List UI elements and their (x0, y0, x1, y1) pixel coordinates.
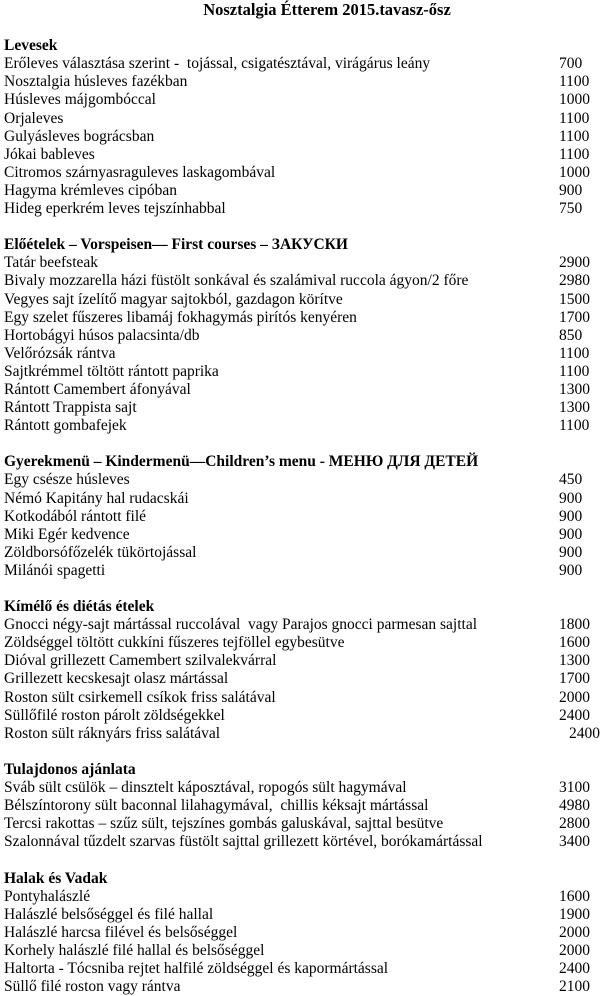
item-price: 900 (559, 489, 583, 507)
menu-item-row (4, 906, 600, 924)
section-header: Levesek (4, 37, 58, 55)
item-name: Süllőfilé roston párolt zöldségekkel (4, 706, 225, 724)
item-name: Némó Kapitány hal rudacskái (4, 489, 189, 507)
menu-item-row (4, 616, 600, 634)
menu-item-row (4, 924, 600, 942)
item-price: 1100 (559, 127, 590, 145)
section-header: Kímélő és diétás ételek (4, 598, 155, 616)
menu-item-row (4, 182, 600, 200)
item-name: Bélszíntorony sült baconnal lilahagymával, chillis kéksajt mártással (4, 797, 429, 815)
menu-item-row (4, 200, 600, 218)
item-name: Velőrózsák rántva (4, 344, 116, 362)
section-items (4, 55, 600, 218)
item-price: 2400 (569, 724, 600, 742)
menu-title: Nosztalgia Étterem 2015.tavasz-ősz (203, 0, 451, 19)
item-price: 1300 (559, 380, 590, 398)
item-price: 1600 (559, 887, 590, 905)
item-name: Szalonnával tűzdelt szarvas füstölt sajttal grillezett körtével, borókamártással (4, 833, 483, 851)
menu-section (4, 236, 600, 435)
menu-item-row (4, 978, 600, 996)
menu-item-row (4, 363, 600, 381)
menu-section (4, 761, 600, 851)
item-name: Rántott Trappista sajt (4, 399, 137, 417)
menu-item-row (4, 508, 600, 526)
menu-item-row (4, 309, 600, 327)
section-header: Halak és Vadak (4, 869, 108, 887)
menu-item-row (4, 272, 600, 290)
item-name: Húsleves májgombóccal (4, 91, 156, 109)
menu-item-row (4, 291, 600, 309)
item-price: 2000 (559, 923, 590, 941)
item-price: 1100 (559, 417, 590, 435)
menu-item-row (4, 327, 600, 345)
item-price: 1100 (559, 109, 590, 127)
item-price: 900 (559, 507, 583, 525)
menu-item-row (4, 110, 600, 128)
section-items (4, 888, 600, 996)
item-name: Halászlé belsőséggel és filé hallal (4, 905, 214, 923)
section-header: Gyerekmenü – Kindermenü—Children’s menu - МЕНЮ ДЛЯ ДЕТЕЙ (4, 453, 479, 471)
item-name: Gnocci négy-sajt mártással ruccolával vagy Parajos gnocci parmesan sajttal (4, 616, 478, 634)
menu-item-row (4, 725, 600, 743)
menu-item-row (4, 146, 600, 164)
item-price: 1000 (559, 91, 590, 109)
item-name: Haltorta - Tócsniba rejtet halfilé zöldséggel és kapormártással (4, 959, 389, 977)
item-name: Roston sült ráknyárs friss salátával (4, 724, 221, 742)
item-name: Hideg eperkrém leves tejszínhabbal (4, 200, 226, 218)
menu-item-row (4, 670, 600, 688)
item-name: Hortobágyi húsos palacsinta/db (4, 326, 200, 344)
section-items (4, 616, 600, 743)
item-name: Nosztalgia húsleves fazékban (4, 73, 188, 91)
item-price: 900 (559, 561, 583, 579)
item-price: 850 (559, 326, 583, 344)
menu-item-row (4, 797, 600, 815)
item-name: Dióval grillezett Camembert szilvalekvárral (4, 652, 277, 670)
item-price: 1700 (559, 308, 590, 326)
item-price: 1500 (559, 290, 590, 308)
item-price: 900 (559, 181, 583, 199)
menu-item-row (4, 689, 600, 707)
item-name: Milánói spagetti (4, 561, 106, 579)
item-price: 1100 (559, 344, 590, 362)
item-price: 1900 (559, 905, 590, 923)
item-price: 1300 (559, 399, 590, 417)
item-price: 2000 (559, 941, 590, 959)
item-name: Miki Egér kedvence (4, 525, 130, 543)
item-price: 900 (559, 543, 583, 561)
menu-item-row (4, 254, 600, 272)
item-price: 2800 (559, 815, 590, 833)
item-price: 1700 (559, 670, 590, 688)
item-name: Zöldborsófőzelék tükörtojással (4, 543, 197, 561)
menu-item-row (4, 164, 600, 182)
item-price: 3100 (559, 779, 590, 797)
menu-item-row (4, 345, 600, 363)
item-price: 2980 (559, 272, 590, 290)
item-name: Egy szelet fűszeres libamáj fokhagymás pirítós kenyéren (4, 308, 357, 326)
item-price: 3400 (559, 833, 590, 851)
menu-item-row (4, 652, 600, 670)
item-name: Sváb sült csülök – dinsztelt káposztával, ropogós sült hagymával (4, 779, 407, 797)
item-price: 1100 (559, 362, 590, 380)
menu-item-row (4, 960, 600, 978)
item-name: Kotkodából rántott filé (4, 507, 147, 525)
item-name: Roston sült csirkemell csíkok friss salátával (4, 688, 276, 706)
menu-item-row (4, 91, 600, 109)
item-name: Jókai bableves (4, 145, 95, 163)
item-price: 750 (559, 200, 583, 218)
item-price: 2100 (559, 978, 590, 996)
item-name: Hagyma krémleves cipóban (4, 181, 178, 199)
menu-section (4, 453, 600, 580)
menu-item-row (4, 490, 600, 508)
menu-item-row (4, 526, 600, 544)
item-name: Tercsi rakottas – szűz sült, tejszínes gombás galuskával, sajttal besütve (4, 815, 444, 833)
item-name: Orjaleves (4, 109, 64, 127)
item-price: 2400 (559, 959, 590, 977)
item-price: 1600 (559, 634, 590, 652)
menu-item-row (4, 562, 600, 580)
item-name: Egy csésze húsleves (4, 471, 130, 489)
menu-item-row (4, 888, 600, 906)
item-name: Erőleves választása szerint - tojással, csigatésztával, virágárus leány (4, 55, 431, 73)
menu-item-row (4, 815, 600, 833)
item-price: 1100 (559, 73, 590, 91)
item-price: 1100 (559, 145, 590, 163)
menu-item-row (4, 779, 600, 797)
menu-item-row (4, 381, 600, 399)
menu-item-row (4, 544, 600, 562)
menu-item-row (4, 471, 600, 489)
item-name: Citromos szárnyasraguleves laskagombával (4, 163, 276, 181)
section-header: Tulajdonos ajánlata (4, 760, 136, 778)
menu-item-row (4, 833, 600, 851)
menu-item-row (4, 73, 600, 91)
item-name: Zöldséggel töltött cukkíni fűszeres tejföllel egybesütve (4, 634, 345, 652)
item-price: 2900 (559, 254, 590, 272)
menu-item-row (4, 707, 600, 725)
section-header: Előételek – Vorspeisen— First courses – ЗАКУСКИ (4, 236, 348, 254)
menu-item-row (4, 634, 600, 652)
menu-section (4, 37, 600, 218)
item-name: Bivaly mozzarella házi füstölt sonkával és szalámival ruccola ágyon/2 főre (4, 272, 469, 290)
item-price: 1300 (559, 652, 590, 670)
item-name: Sajtkrémmel töltött rántott paprika (4, 362, 219, 380)
item-price: 1800 (559, 616, 590, 634)
item-name: Süllő filé roston vagy rántva (4, 978, 181, 996)
menu-item-row (4, 417, 600, 435)
menu-section (4, 870, 600, 996)
menu-section (4, 598, 600, 743)
item-price: 700 (559, 55, 583, 73)
item-price: 4980 (559, 797, 590, 815)
item-name: Korhely halászlé filé hallal és belsőséggel (4, 941, 265, 959)
item-name: Grillezett kecskesajt olasz mártással (4, 670, 229, 688)
item-name: Rántott gombafejek (4, 417, 127, 435)
item-name: Pontyhalászlé (4, 887, 91, 905)
menu-sections (4, 37, 600, 996)
item-price: 2000 (559, 688, 590, 706)
item-price: 900 (559, 525, 583, 543)
item-name: Rántott Camembert áfonyával (4, 380, 191, 398)
menu-item-row (4, 128, 600, 146)
item-price: 2400 (559, 706, 590, 724)
section-items (4, 779, 600, 851)
item-name: Vegyes sajt ízelítő magyar sajtokból, gazdagon körítve (4, 290, 343, 308)
menu-item-row (4, 55, 600, 73)
menu-item-row (4, 399, 600, 417)
section-items (4, 471, 600, 580)
item-name: Halászlé harcsa filével és belsőséggel (4, 923, 238, 941)
item-price: 450 (559, 471, 583, 489)
item-price: 1000 (559, 163, 590, 181)
section-items (4, 254, 600, 435)
menu-item-row (4, 942, 600, 960)
item-name: Tatár beefsteak (4, 254, 99, 272)
item-name: Gulyásleves bográcsban (4, 127, 155, 145)
